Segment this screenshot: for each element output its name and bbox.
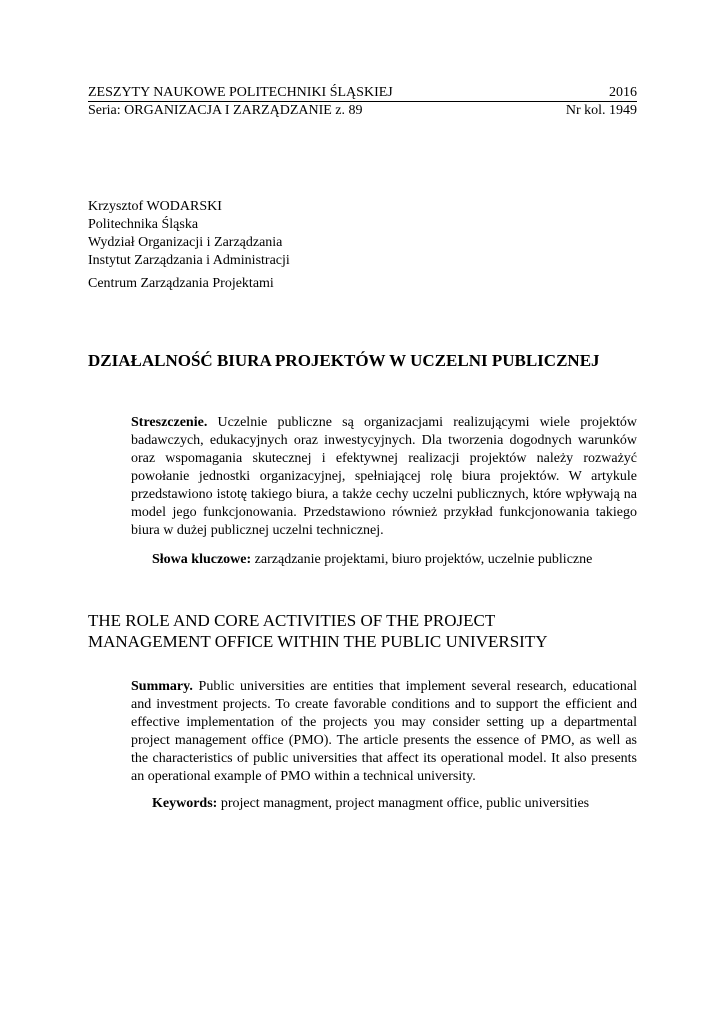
keywords-polish-text: zarządzanie projektami, biuro projektów, uczelnie publiczne	[254, 552, 593, 567]
keywords-english	[152, 795, 589, 813]
title-english-line: MANAGEMENT OFFICE WITHIN THE PUBLIC UNIVERSITY	[88, 632, 548, 651]
keywords-polish	[152, 551, 592, 569]
issue-number: Nr kol. 1949	[565, 103, 637, 118]
author-name: Krzysztof WODARSKI	[88, 199, 222, 214]
journal-header	[88, 85, 637, 101]
keywords-english-label: Keywords:	[152, 796, 218, 811]
header-rule	[88, 101, 637, 102]
affiliation-line: Wydział Organizacji i Zarządzania	[88, 235, 283, 250]
keywords-polish-label: Słowa kluczowe:	[152, 552, 252, 567]
abstract-english-label: Summary.	[131, 679, 193, 694]
abstract-polish	[131, 414, 637, 540]
journal-year: 2016	[609, 85, 637, 100]
abstract-polish-text: Uczelnie publiczne są organizacjami realizującymi wiele projektów badawczych, edukacyjnych oraz inwestycyjnych. Dla tworzenia dogodnych warunków oraz wspomagania skutecznej i efektywnej realizacji projektów należy rozważyć powołanie jednostki organizacyjnej, spełniającej rolę biura projektów. W artykule przedstawiono istotę takiego biura, a także cechy uczelni publicznych, które wpływają na model jego funkcjonowania. Przedstawiono również przykład funkcjonowania takiego biura w dużej publicznej uczelni technicznej.	[131, 415, 637, 538]
series-name: Seria: ORGANIZACJA I ZARZĄDZANIE z. 89	[88, 103, 363, 118]
affiliation-line: Politechnika Śląska	[88, 217, 199, 232]
journal-title: ZESZYTY NAUKOWE POLITECHNIKI ŚLĄSKIEJ	[88, 85, 393, 100]
paper-title-polish: DZIAŁALNOŚĆ BIURA PROJEKTÓW W UCZELNI PUBLICZNEJ	[88, 351, 600, 370]
abstract-english	[131, 678, 637, 786]
author-block	[88, 198, 290, 293]
affiliation-line: Instytut Zarządzania i Administracji	[88, 253, 290, 268]
extra-affiliation: Centrum Zarządzania Projektami	[88, 276, 274, 291]
series-header	[88, 103, 637, 119]
keywords-english-text: project managment, project managment office, public universities	[220, 796, 590, 811]
abstract-polish-label: Streszczenie.	[131, 415, 208, 430]
paper-title-english	[88, 610, 648, 652]
abstract-english-text: Public universities are entities that implement several research, educational and investment projects. To create favorable conditions and to support the efficient and effective implementation of the projects you may consider setting up a departmental project management office (PMO). The article presents the essence of PMO, as well as the characteristics of public universities that affect its operational model. It also presents an operational example of PMO within a technical university.	[131, 679, 638, 784]
title-english-line: THE ROLE AND CORE ACTIVITIES OF THE PROJECT	[88, 611, 496, 630]
